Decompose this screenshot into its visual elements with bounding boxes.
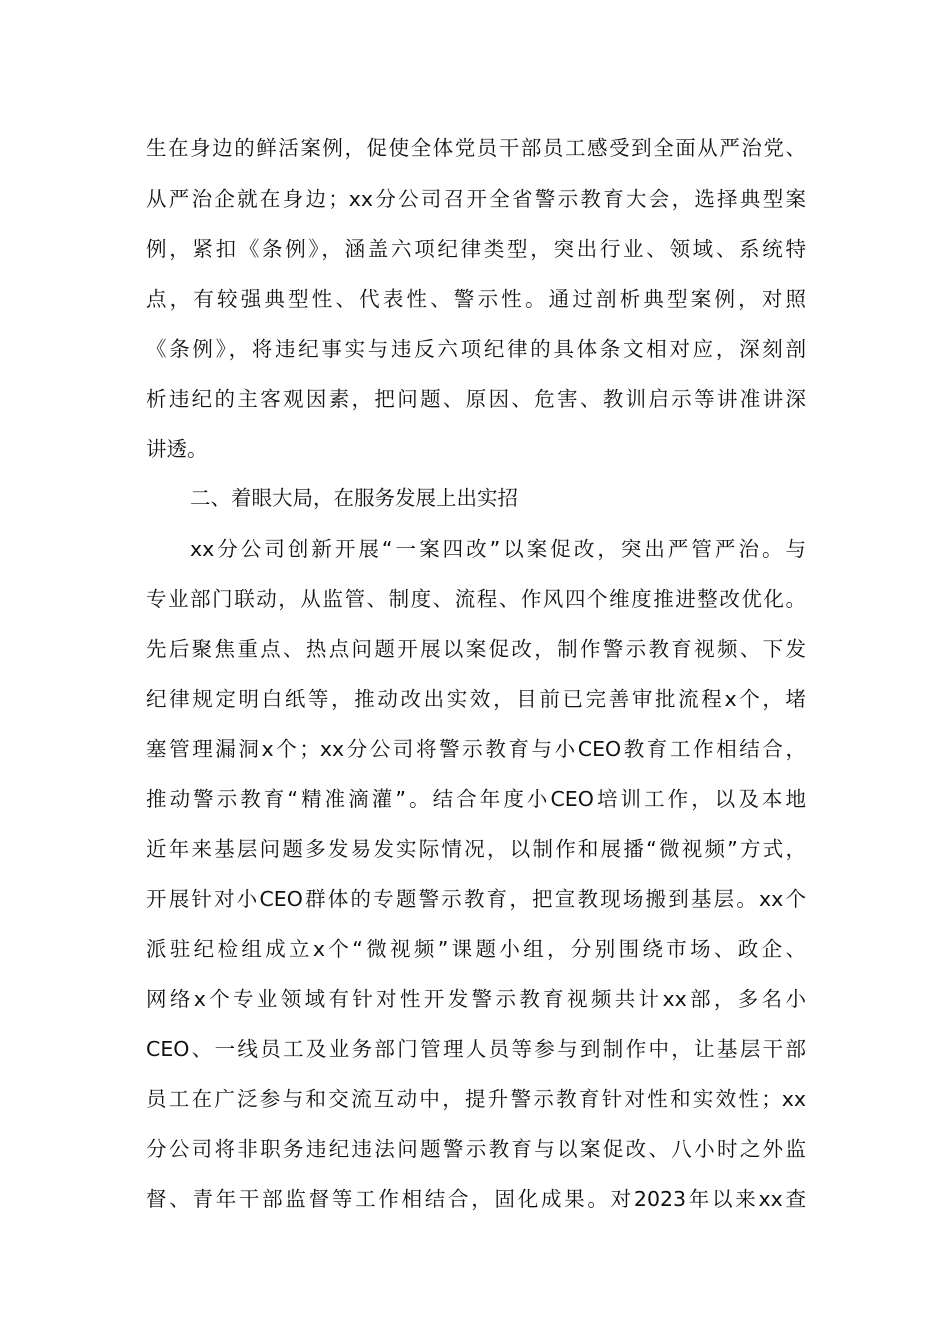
body-text-line: 纪律规定明白纸等，推动改出实效，目前已完善审批流程x个，堵	[146, 687, 806, 711]
body-text-line: 网络x个专业领域有针对性开发警示教育视频共计xx部，多名小	[146, 987, 806, 1011]
body-text-line: 推动警示教育“精准滴灌”。结合年度小CEO培训工作，以及本地	[146, 787, 806, 811]
section-heading: 二、着眼大局，在服务发展上出实招	[190, 486, 518, 510]
body-text-line: xx分公司创新开展“一案四改”以案促改，突出严管严治。与	[190, 537, 806, 561]
body-text-line: 讲透。	[146, 437, 208, 461]
body-text-line: 专业部门联动，从监管、制度、流程、作风四个维度推进整改优化。	[146, 587, 806, 611]
body-text-line: 先后聚焦重点、热点问题开展以案促改，制作警示教育视频、下发	[146, 637, 806, 661]
body-text-line: 生在身边的鲜活案例，促使全体党员干部员工感受到全面从严治党、	[146, 136, 806, 160]
body-text-line: 派驻纪检组成立x个“微视频”课题小组，分别围绕市场、政企、	[146, 937, 806, 961]
body-text-line: 近年来基层问题多发易发实际情况，以制作和展播“微视频”方式，	[146, 837, 806, 861]
body-text-line: 《条例》，将违纪事实与违反六项纪律的具体条文相对应，深刻剖	[146, 337, 806, 361]
body-text-line: 员工在广泛参与和交流互动中，提升警示教育针对性和实效性；xx	[146, 1087, 806, 1111]
body-text-line: 开展针对小CEO群体的专题警示教育，把宣教现场搬到基层。xx个	[146, 887, 806, 911]
body-text-line: CEO、一线员工及业务部门管理人员等参与到制作中，让基层干部	[146, 1037, 806, 1061]
body-text-line: 点，有较强典型性、代表性、警示性。通过剖析典型案例，对照	[146, 287, 806, 311]
body-text-line: 例，紧扣《条例》，涵盖六项纪律类型，突出行业、领域、系统特	[146, 237, 806, 261]
body-text-line: 分公司将非职务违纪违法问题警示教育与以案促改、八小时之外监	[146, 1137, 806, 1161]
body-text-line: 从严治企就在身边；xx分公司召开全省警示教育大会，选择典型案	[146, 187, 806, 211]
body-text-line: 塞管理漏洞x个；xx分公司将警示教育与小CEO教育工作相结合，	[146, 737, 806, 761]
body-text-line: 析违纪的主客观因素，把问题、原因、危害、教训启示等讲准讲深	[146, 387, 806, 411]
body-text-line: 督、青年干部监督等工作相结合，固化成果。对2023年以来xx查	[146, 1187, 806, 1211]
